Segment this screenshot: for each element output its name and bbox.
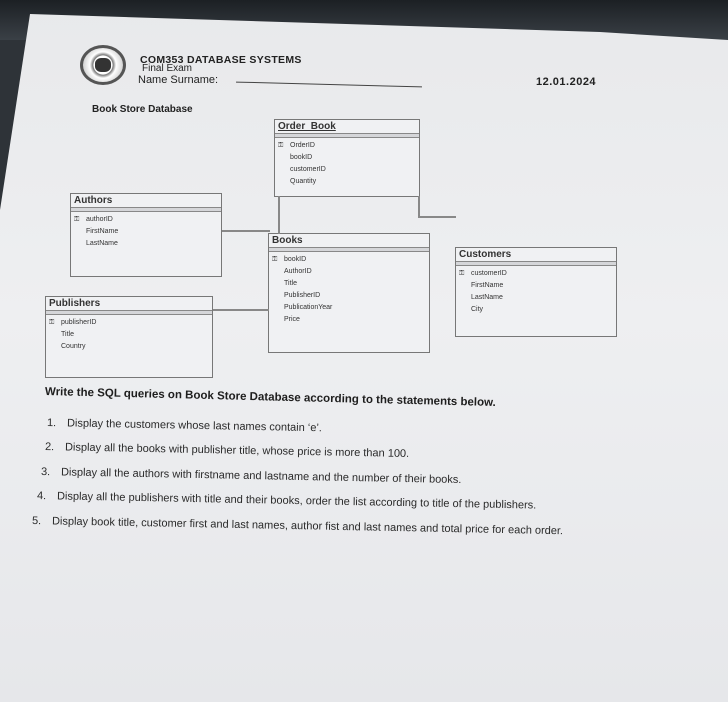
- question-item: 4. Display all the publishers with title and their books, order the list according to title of the publishers.: [36, 490, 537, 512]
- table-publishers: [45, 296, 213, 378]
- question-item: 3. Display all the authors with firstname and lastname and the number of their books.: [40, 466, 462, 487]
- exam-label: Final Exam: [142, 63, 193, 74]
- column-row: PublicationYear: [284, 304, 333, 311]
- column-row: LastName: [86, 240, 118, 247]
- column-row: ⚿ customerID: [456, 268, 616, 280]
- question-item: 2. Display all the books with publisher title, whose price is more than 100.: [44, 441, 410, 460]
- table-authors: [70, 193, 222, 277]
- key-icon: ⚿: [272, 256, 278, 263]
- exam-date: 12.01.2024: [536, 76, 597, 88]
- column-row: Country: [61, 343, 86, 350]
- question-item: 1. Display the customers whose last names contain ‘e’.: [46, 417, 323, 435]
- column-row: ⚿ authorID: [71, 214, 221, 226]
- name-label: Name Surname:: [138, 74, 219, 86]
- column-row: Price: [284, 316, 300, 323]
- column-row: ⚿ bookID: [269, 254, 429, 266]
- table-customers: [455, 247, 617, 337]
- column-row: FirstName: [471, 282, 504, 289]
- relationship-orderbook-customers-v: [418, 196, 420, 218]
- column-row: ⚿ publisherID: [46, 317, 212, 329]
- database-title: Book Store Database: [92, 104, 193, 115]
- column-row: customerID: [290, 166, 326, 173]
- column-row: ⚿ OrderID: [275, 140, 419, 152]
- course-title: COM353 DATABASE SYSTEMS: [140, 54, 302, 66]
- column-row: LastName: [471, 294, 503, 301]
- instructions-heading: Write the SQL queries on Book Store Database according to the statements below.: [44, 386, 496, 410]
- table-books: [268, 233, 430, 353]
- column-row: Title: [61, 331, 74, 338]
- table-order-book: [274, 119, 420, 197]
- column-row: PublisherID: [284, 292, 321, 299]
- column-row: Quantity: [290, 178, 317, 185]
- key-icon: ⚿: [459, 270, 465, 277]
- university-logo: [80, 45, 126, 85]
- table-title: Books: [272, 235, 303, 246]
- key-icon: ⚿: [74, 216, 80, 223]
- table-title: Order_Book: [278, 121, 336, 132]
- key-icon: ⚿: [278, 142, 284, 149]
- relationship-orderbook-books: [278, 196, 280, 234]
- table-title: Customers: [459, 249, 512, 260]
- relationship-publishers-books: [213, 309, 269, 311]
- column-row: City: [471, 306, 484, 313]
- logo-emblem: [95, 58, 111, 72]
- column-row: AuthorID: [284, 268, 312, 275]
- table-title: Authors: [74, 195, 113, 206]
- table-title: Publishers: [49, 298, 101, 309]
- key-icon: ⚿: [49, 319, 55, 326]
- column-row: bookID: [290, 154, 313, 161]
- relationship-orderbook-customers-h: [418, 216, 456, 218]
- column-row: FirstName: [86, 228, 119, 235]
- question-item: 5. Display book title, customer first and last names, author fist and last names and total price for each order.: [31, 515, 564, 538]
- column-row: Title: [284, 280, 297, 287]
- relationship-authors-books: [222, 230, 270, 232]
